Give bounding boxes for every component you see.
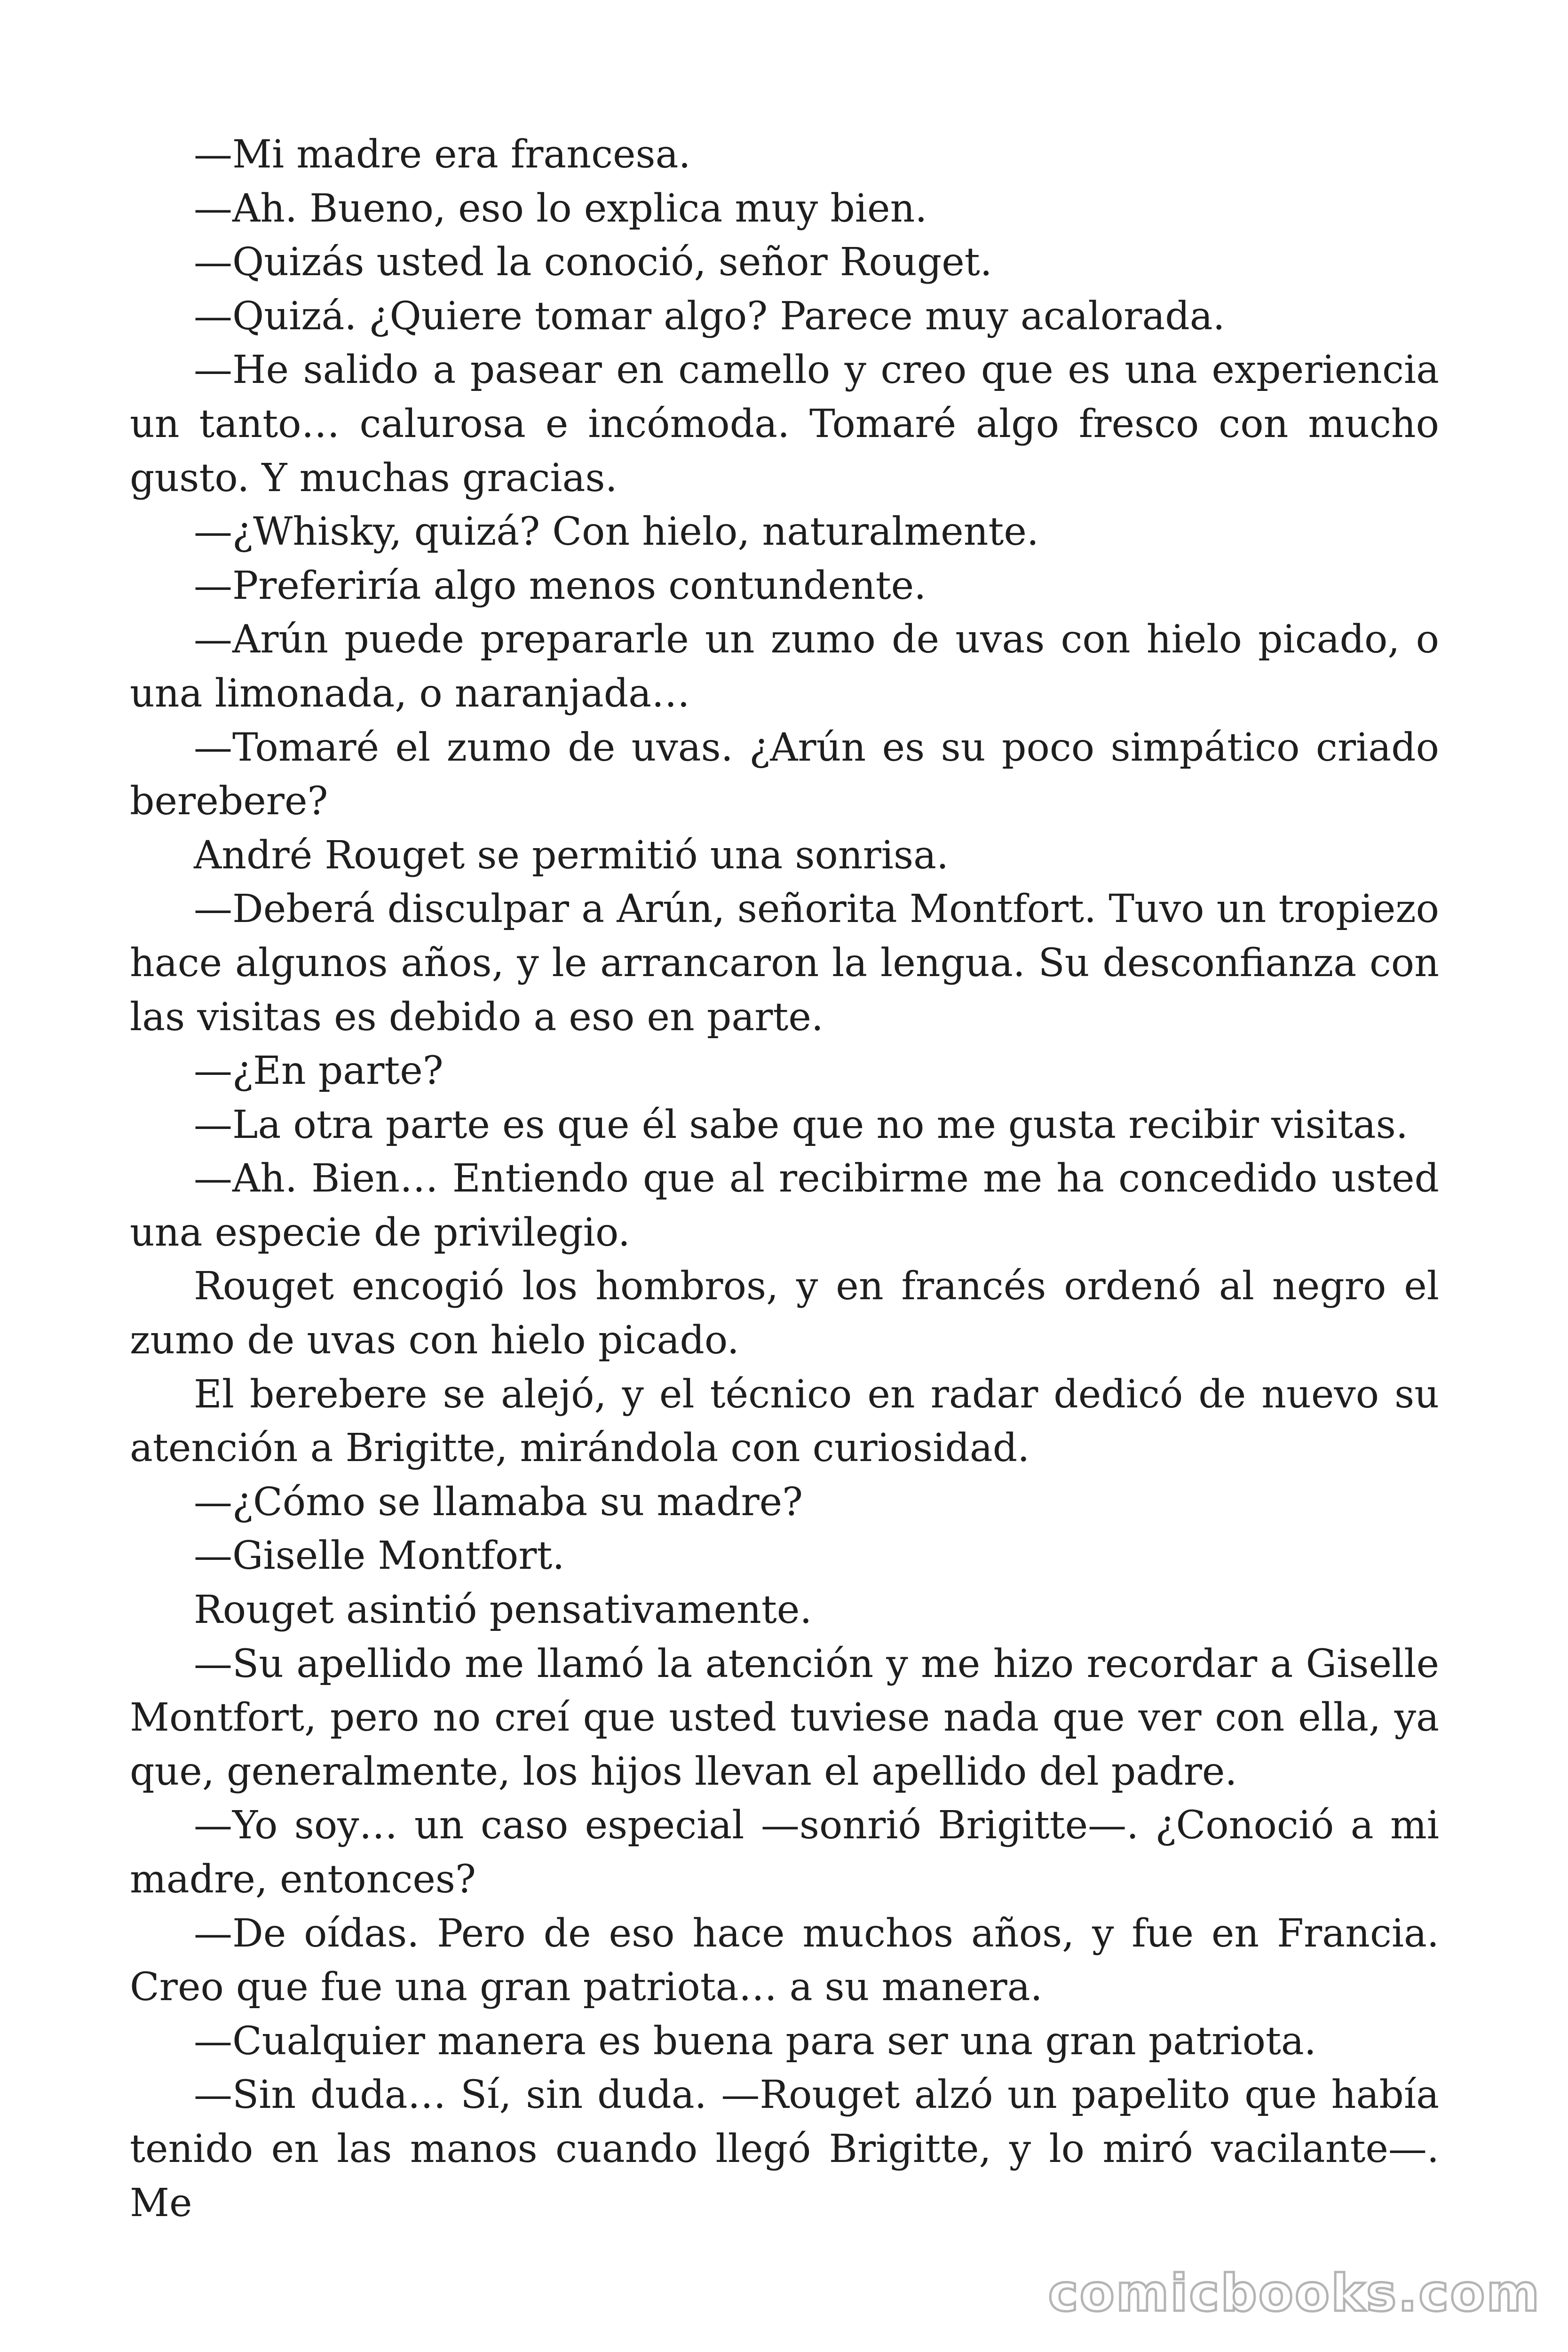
- paragraph: —Quizá. ¿Quiere tomar algo? Parece muy acalorada.: [194, 294, 1225, 339]
- body-text: [130, 128, 1439, 2230]
- paragraph: —Arún puede prepararle un zumo de uvas con hielo picado, o una limonada, o naranjada…: [130, 617, 1439, 716]
- paragraph: El berebere se alejó, y el técnico en radar dedicó de nuevo su atención a Brigitte, mirándola con curiosidad.: [130, 1372, 1439, 1471]
- paragraph: —Cualquier manera es buena para ser una gran patriota.: [194, 2018, 1316, 2064]
- paragraph: —Yo soy… un caso especial —sonrió Brigitte—. ¿Conoció a mi madre, entonces?: [130, 1803, 1439, 1902]
- watermark: comicbooks.com: [1048, 2264, 1541, 2323]
- paragraph: —Giselle Montfort.: [194, 1534, 565, 1579]
- paragraph: —La otra parte es que él sabe que no me gusta recibir visitas.: [194, 1102, 1408, 1147]
- paragraph: —Mi madre era francesa.: [194, 132, 691, 177]
- paragraph: Rouget asintió pensativamente.: [194, 1588, 812, 1633]
- paragraph: —¿Cómo se llamaba su madre?: [194, 1479, 803, 1525]
- paragraph: —¿En parte?: [194, 1049, 443, 1094]
- paragraph: —¿Whisky, quizá? Con hielo, naturalmente.: [194, 509, 1039, 555]
- paragraph: —Ah. Bueno, eso lo explica muy bien.: [194, 186, 927, 231]
- paragraph: —Su apellido me llamó la atención y me hizo recordar a Giselle Montfort, pero no creí que usted tuviese nada que ver con ella, ya que, generalmente, los hijos llevan el apellido del padre.: [130, 1641, 1439, 1794]
- paragraph: Rouget encogió los hombros, y en francés ordenó al negro el zumo de uvas con hielo picado.: [130, 1264, 1439, 1363]
- paragraph: André Rouget se permitió una sonrisa.: [194, 833, 949, 878]
- paragraph: —Quizás usted la conoció, señor Rouget.: [194, 240, 992, 285]
- paragraph: —Ah. Bien… Entiendo que al recibirme me ha concedido usted una especie de privilegio.: [130, 1156, 1439, 1255]
- paragraph: —Tomaré el zumo de uvas. ¿Arún es su poco simpático criado berebere?: [130, 725, 1439, 824]
- paragraph: —Deberá disculpar a Arún, señorita Montfort. Tuvo un tropiezo hace algunos años, y le arrancaron la lengua. Su desconfianza con las visitas es debido a eso en parte.: [130, 887, 1439, 1040]
- paragraph: —Preferiría algo menos contundente.: [194, 563, 927, 608]
- paragraph: —He salido a pasear en camello y creo que es una experiencia un tanto… calurosa e incómoda. Tomaré algo fresco con mucho gusto. Y muchas gracias.: [130, 348, 1439, 501]
- paragraph: —Sin duda… Sí, sin duda. —Rouget alzó un papelito que había tenido en las manos cuando llegó Brigitte, y lo miró vacilante—. Me: [130, 2073, 1439, 2225]
- paragraph: —De oídas. Pero de eso hace muchos años, y fue en Francia. Creo que fue una gran patriota… a su manera.: [130, 1911, 1439, 2010]
